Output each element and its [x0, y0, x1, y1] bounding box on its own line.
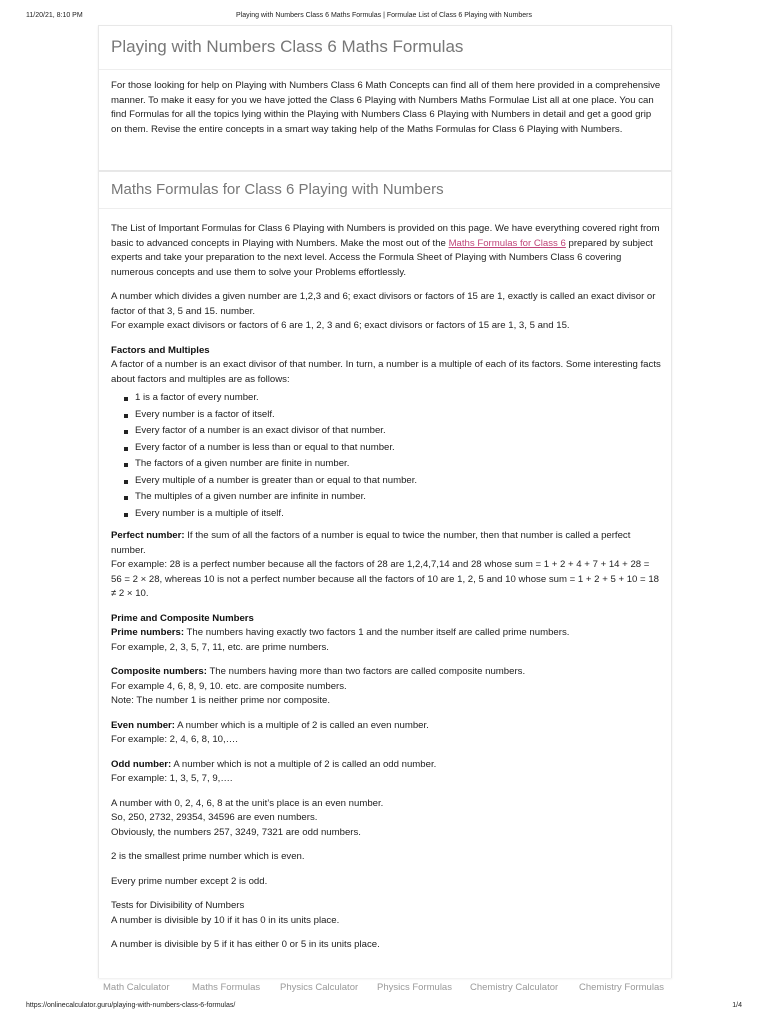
- intro-card: [98, 25, 672, 171]
- composite-label: Composite numbers:: [111, 666, 207, 677]
- nav-maths-formulas[interactable]: Maths Formulas: [192, 982, 261, 993]
- perfect-number-definition: [111, 529, 661, 558]
- nav-chemistry-calculator[interactable]: Chemistry Calculator: [470, 982, 559, 993]
- odd-label: Odd number:: [111, 758, 172, 770]
- perfect-number-text: If the sum of all the factors of a number is equal to twice the number, then that number is called a perfect number.: [111, 530, 631, 556]
- perfect-number-label: Perfect number:: [111, 530, 185, 541]
- composite-definition: [111, 665, 661, 680]
- list-item: Every number is a factor of itself.: [135, 408, 661, 423]
- page-title: Playing with Numbers Class 6 Maths Formulas: [111, 37, 464, 56]
- print-url: https://onlinecalculator.guru/playing-with-numbers-class-6-formulas/: [26, 1002, 236, 1009]
- print-header: [0, 12, 768, 24]
- perfect-number-example: For example: 28 is a perfect number because all the factors of 28 are 1,2,4,7,14 and 28 whose sum = 1 + 2 + 4 + 7 + 14 + 28 = 56 = 2 × 28, whereas 10 is not a perfect number because all the factors of 10 are 1, 2, 5 and 10 whose sum = 1 + 2 + 5 + 10 = 18 ≠ 2 × 10.: [111, 559, 660, 599]
- maths-formulas-class-6-link[interactable]: Maths Formulas for Class 6: [448, 237, 566, 249]
- nav-physics-calculator[interactable]: Physics Calculator: [280, 982, 359, 993]
- prime-label: Prime numbers:: [111, 627, 185, 638]
- odd-text: A number which is not a multiple of 2 is called an odd number.: [171, 758, 437, 770]
- even-label: Even number:: [111, 719, 175, 731]
- divisibility-heading: Tests for Divisibility of Numbers: [111, 900, 245, 911]
- nav-chemistry-formulas[interactable]: Chemistry Formulas: [579, 982, 664, 993]
- formulas-content: [111, 222, 661, 953]
- list-item: The factors of a given number are finite in number.: [135, 457, 661, 472]
- divider: [99, 69, 671, 70]
- list-intro-text-end: prepared by subject experts and take your preparation to the next level. Access the Formula Sheet of Playing with Numbers Class 6 covering numerous concepts and use them to solve your Problems effortlessly.: [111, 237, 653, 278]
- odd-example: For example: 1, 3, 5, 7, 9,….: [111, 773, 233, 784]
- composite-example: For example 4, 6, 8, 9, 10. etc. are composite numbers.: [111, 680, 347, 692]
- factors-heading: Factors and Multiples: [111, 344, 210, 356]
- prime-odd-fact: Every prime number except 2 is odd.: [111, 875, 268, 887]
- formulas-card: [98, 171, 672, 978]
- divisor-example: For example exact divisors or factors of 6 are 1, 2, 3 and 6; exact divisors or factors of 15 are 1, 3, 5 and 15.: [111, 320, 570, 331]
- list-item: Every factor of a number is an exact divisor of that number.: [135, 424, 661, 439]
- list-item: Every multiple of a number is greater than or equal to that number.: [135, 474, 661, 489]
- print-datetime: 11/20/21, 8:10 PM: [26, 12, 83, 19]
- divider: [99, 208, 671, 209]
- list-intro-text: The List of Important Formulas for Class 6 Playing with Numbers is provided on this page. We have everything covered right from basic to advanced concepts in Playing with Numbers. Make the most out of the: [111, 223, 660, 249]
- divisibility-by-10: A number is divisible by 10 if it has 0 in its units place.: [111, 914, 340, 926]
- section-title: Maths Formulas for Class 6 Playing with Numbers: [111, 181, 444, 198]
- nav-math-calculator[interactable]: Math Calculator: [103, 982, 170, 993]
- units-odd-example: Obviously, the numbers 257, 3249, 7321 are odd numbers.: [111, 826, 361, 838]
- list-item: Every factor of a number is less than or equal to that number.: [135, 441, 661, 456]
- prime-example: For example, 2, 3, 5, 7, 11, etc. are prime numbers.: [111, 641, 329, 653]
- print-page-number: 1/4: [732, 1002, 742, 1009]
- composite-note: Note: The number 1 is neither prime nor composite.: [111, 695, 330, 706]
- list-intro-paragraph: [111, 222, 661, 280]
- print-page-title: Playing with Numbers Class 6 Maths Formulas | Formulae List of Class 6 Playing with Numbers: [236, 12, 532, 19]
- list-item: The multiples of a given number are infinite in number.: [135, 490, 661, 505]
- prime-text: The numbers having exactly two factors 1 and the number itself are called prime numbers.: [184, 627, 570, 638]
- prime-composite-heading: Prime and Composite Numbers: [111, 612, 254, 624]
- composite-text: The numbers having more than two factors are called composite numbers.: [206, 666, 526, 677]
- units-rule: A number with 0, 2, 4, 6, 8 at the unit’s place is an even number.: [111, 797, 384, 809]
- intro-text-block: [111, 79, 661, 137]
- nav-physics-formulas[interactable]: Physics Formulas: [377, 982, 452, 993]
- units-even-example: So, 250, 2732, 29354, 34596 are even numbers.: [111, 812, 318, 823]
- list-item: Every number is a multiple of itself.: [135, 507, 661, 522]
- odd-definition: [111, 758, 661, 773]
- intro-paragraph: For those looking for help on Playing with Numbers Class 6 Math Concepts can find all of them here provided in a comprehensive manner. To make it easy for you we have jotted the Class 6 Playing with Numbers Maths Formulae List all at one place. You can find Formulas for all the topics lying within the Playing with Numbers Class 6 Playing with Numbers in detail and get a good grip on them. Revise the entire concepts in a smart way taking help of the Maths Formulas for Class 6 Playing with Numbers.: [111, 80, 661, 135]
- factors-intro: A factor of a number is an exact divisor of that number. In turn, a number is a multiple of each of its factors. Some interesting facts about factors and multiples are as follows:: [111, 359, 661, 385]
- bottom-nav: [0, 982, 768, 996]
- list-item: 1 is a factor of every number.: [135, 391, 661, 406]
- divisibility-by-5: A number is divisible by 5 if it has either 0 or 5 in its units place.: [111, 939, 380, 950]
- smallest-prime-fact: 2 is the smallest prime number which is even.: [111, 851, 305, 862]
- divisor-definition: A number which divides a given number are 1,2,3 and 6; exact divisors or factors of 15 are 1, exactly is called an exact divisor or factor of that 3, 5 and 15. number.: [111, 291, 656, 317]
- even-example: For example: 2, 4, 6, 8, 10,….: [111, 734, 238, 745]
- even-text: A number which is a multiple of 2 is called an even number.: [174, 719, 429, 731]
- even-definition: [111, 719, 661, 734]
- facts-list: [111, 391, 661, 521]
- prime-definition: [111, 626, 661, 641]
